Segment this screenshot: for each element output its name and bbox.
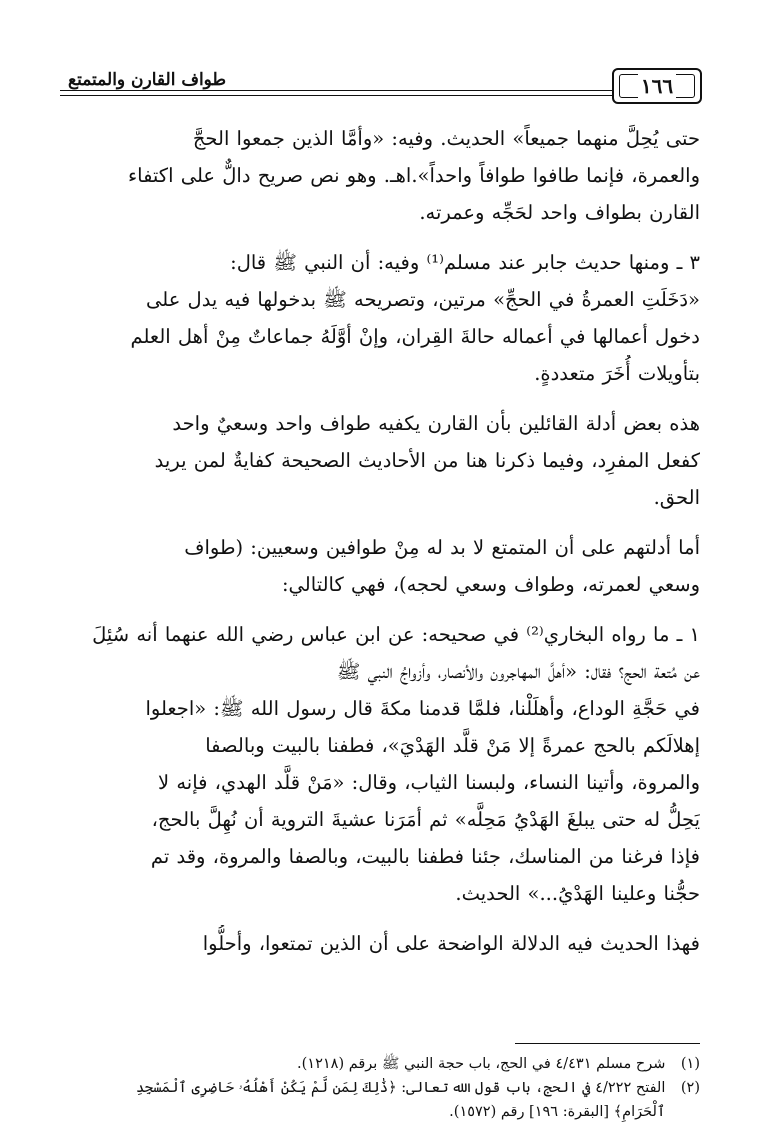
text-line: والعمرة، فإنما طافوا طوافاً واحداً».اهـ. وهو نص صريح دالٌّ على اكتفاء — [127, 164, 700, 187]
text-line: حتى يُحِلَّ منهما جميعاً» الحديث. وفيه: «وأمَّا الذين جمعوا الحجَّ — [192, 127, 700, 150]
text-line: القارن بطواف واحد لحَجِّه وعمرته. — [419, 201, 700, 224]
footnotes — [60, 1052, 700, 1124]
text-line: إهلالَكم بالحج عمرةً إلا مَنْ قلَّد الهَدْيَ»، فطفنا بالبيت وبالصفا — [205, 734, 700, 757]
text-line: والمروة، وأتينا النساء، ولبسنا الثياب، وقال: «مَنْ قلَّد الهدي، فإنه لا — [158, 771, 700, 794]
paragraph-4 — [60, 529, 700, 603]
text-line: فهذا الحديث فيه الدلالة الواضحة على أن الذين تمتعوا، وأحلُّوا — [202, 932, 700, 955]
footnote-number: (١) — [680, 1056, 700, 1072]
text-line: وسعي لعمرته، وطواف وسعي لحجه)، فهي كالتالي: — [281, 573, 700, 596]
page-number-frame — [612, 68, 702, 104]
text-line: هذه بعض أدلة القائلين بأن القارن يكفيه طواف واحد وسعيٌ واحد — [172, 412, 700, 435]
text-line: فإذا فرغنا من المناسك، جئنا فطفنا بالبيت، وبالصفا والمروة، وقد تم — [150, 845, 700, 868]
paragraph-1 — [60, 120, 700, 231]
footnote-text: شرح مسلم ٤/٤٣١ في الحج، باب حجة النبي ﷺ برقم (١٢١٨). — [297, 1056, 666, 1072]
footnote-text: ٱلْحَرَامِ﴾ [البقرة: ١٩٦] رقم (١٥٧٢). — [449, 1104, 666, 1120]
footnote-number: (٢) — [680, 1080, 700, 1096]
text-line: في حَجَّةِ الوداع، وأهلَلْنا، فلمَّا قدمنا مكةَ قال رسول الله ﷺ: «اجعلوا — [145, 697, 700, 720]
footnote-1 — [60, 1052, 700, 1076]
footnote-text: الفتح ٤/٢٢٢ في الحج، باب قول الله تعالى: ﴿ذَٰلِكَ لِمَن لَّمْ يَكُنْ أَهْلُهُۥ حَاضِرِى ٱلْمَسْجِدِ — [135, 1080, 666, 1096]
page-header — [60, 62, 702, 108]
text-line: بتأويلات أُخَرَ متعددةٍ. — [534, 362, 700, 385]
text-line: ٣ ـ ومنها حديث جابر عند مسلم⁽¹⁾ وفيه: أن النبي ﷺ قال: — [230, 251, 700, 274]
header-rule-bottom — [60, 95, 702, 96]
footnote-2-continued — [60, 1100, 700, 1124]
text-line: دخول أعمالها في أعماله حالةَ القِران، وإنْ أوَّلَهُ جماعاتٌ مِنْ أهل العلم — [130, 325, 700, 348]
paragraph-6 — [60, 925, 700, 962]
paragraph-3 — [60, 405, 700, 516]
text-line: يَحِلُّ له حتى يبلغَ الهَدْيُ مَحِلَّه» ثم أمَرَنا عشيةَ التروية أن نُهِلَّ بالحج، — [151, 808, 700, 831]
text-line: الحق. — [653, 486, 700, 509]
page-number: ١٦٦ — [638, 74, 676, 98]
footnote-separator — [515, 1043, 700, 1044]
paragraph-2 — [60, 244, 700, 392]
body-text — [60, 120, 700, 975]
text-line: أما أدلتهم على أن المتمتع لا بد له مِنْ طوافين وسعيين: (طواف — [184, 536, 700, 559]
paragraph-5 — [60, 616, 700, 912]
running-title: طواف القارن والمتمتع — [62, 70, 232, 90]
text-line: عن مُتعة الحج؟ فقال: «أهلَّ المهاجرون والأنصار، وأزواجُ النبي ﷺ — [336, 660, 700, 683]
header-rule-top — [60, 90, 702, 91]
footnote-2 — [60, 1076, 700, 1100]
text-line: كفعل المفرِد، وفيما ذكرنا هنا من الأحاديث الصحيحة كفايةٌ لمن يريد — [154, 449, 700, 472]
text-line: «دَخَلَتِ العمرةُ في الحجِّ» مرتين، وتصريحه ﷺ بدخولها فيه يدل على — [145, 288, 700, 311]
text-line: حجُّنا وعلينا الهَدْيُ...» الحديث. — [455, 882, 700, 905]
text-line: ١ ـ ما رواه البخاري⁽²⁾ في صحيحه: عن ابن عباس رضي الله عنهما أنه سُئِلَ — [92, 623, 700, 646]
